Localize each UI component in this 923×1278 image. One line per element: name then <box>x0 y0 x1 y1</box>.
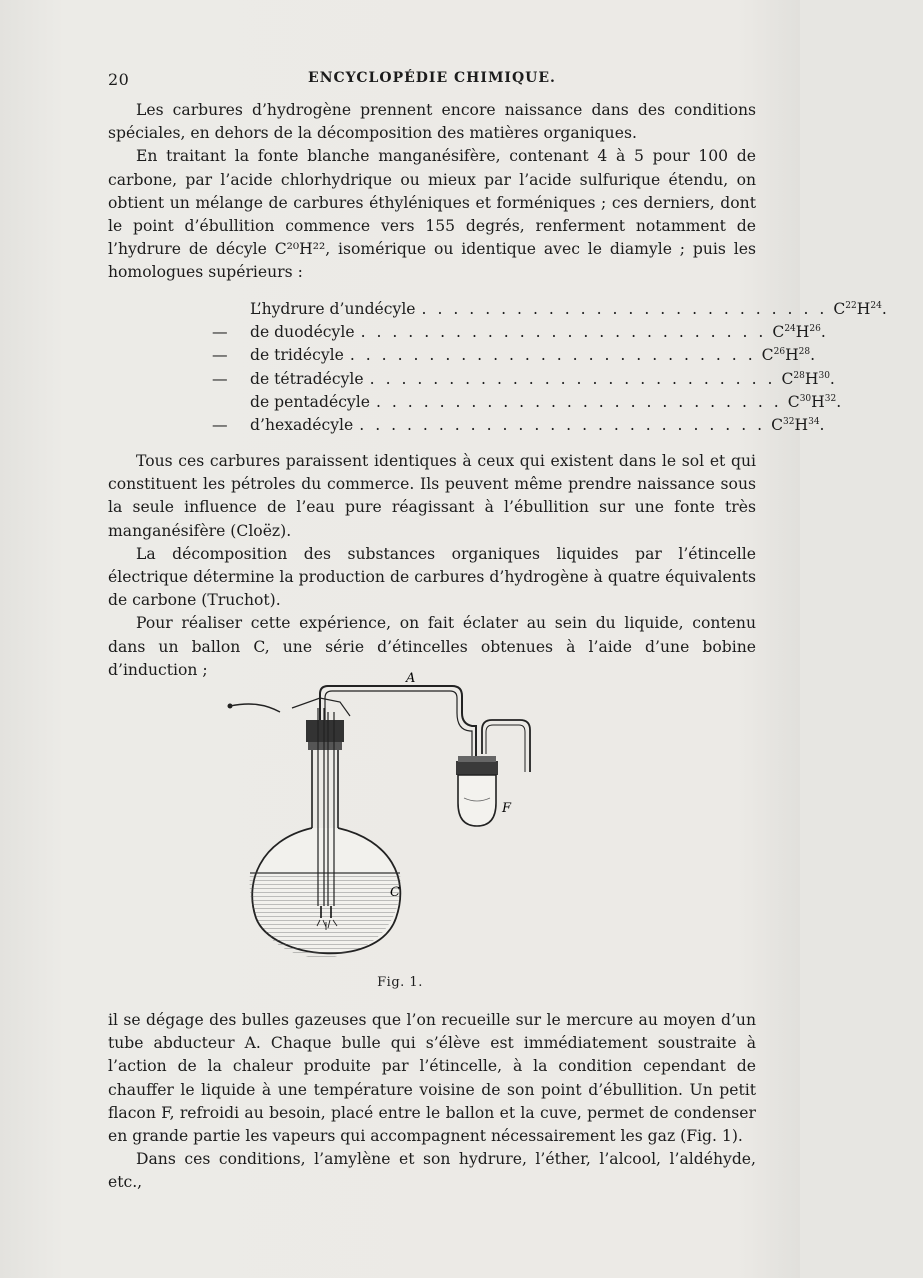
apparatus-figure <box>220 668 580 973</box>
wire-left <box>230 704 280 712</box>
leader-dots: . . . . . . . . . . . . . . . . . . . . . . . . . . <box>349 346 756 365</box>
compound-row <box>212 298 887 321</box>
compound-formula: $C^{30}H^{32}$. <box>787 392 842 411</box>
compound-name: de tridécyle <box>250 346 344 365</box>
ditto-mark: — <box>212 415 228 434</box>
compound-formula: $C^{22}H^{24}$. <box>833 300 887 318</box>
compound-formula: $C^{32}H^{34}$. <box>771 415 825 434</box>
leader-dots: . . . . . . . . . . . . . . . . . . . . . . . . . . <box>375 392 782 411</box>
text-block-top <box>108 99 756 285</box>
leader-dots: . . . . . . . . . . . . . . . . . . . . . . . . . . <box>360 323 767 342</box>
compound-row <box>212 321 826 344</box>
text-block-bottom <box>108 1009 756 1195</box>
compound-row <box>212 368 835 391</box>
hydrogen-count: 26 <box>809 324 821 335</box>
paragraph: En traitant la fonte blanche manganésifère, contenant 4 à 5 pour 100 de carbone, par l’acide chlorhydrique ou mieux par l’acide sulfurique étendu, on obtient un mélange de carbures éthyléniques et forméniques ; ces derniers, dont le point d’ébullition commence vers 155 degrés, renferment notamment de l’hydrure de décyle C²⁰H²², isomérique ou identique avec le diamyle ; puis les homologues supérieurs : <box>108 147 756 282</box>
compound-formula: $C^{26}H^{28}$. <box>761 346 816 365</box>
carbon-count: 26 <box>773 347 786 358</box>
hydrogen-count: 28 <box>798 347 811 358</box>
liquid <box>250 873 401 958</box>
figure-caption: Fig. 1. <box>377 975 423 990</box>
compound-name: de tétradécyle <box>250 369 364 388</box>
paragraph: Pour réaliser cette expérience, on fait éclater au sein du liquide, contenu dans un ballon C, une série d’étincelles obtenues à l’aide d’une bobine d’induction ; <box>108 614 756 679</box>
hydrogen-count: 24 <box>870 301 882 311</box>
carbon-count: 22 <box>845 301 857 311</box>
compound-name: L’hydrure d’undécyle <box>250 300 416 318</box>
carbon-count: 32 <box>783 416 795 427</box>
running-title: ENCYCLOPÉDIE CHIMIQUE. <box>308 70 556 86</box>
flask-f-stopper <box>456 761 498 775</box>
ditto-mark: — <box>212 369 228 388</box>
compound-list <box>212 298 887 437</box>
compound-name: de pentadécyle <box>250 392 370 411</box>
leader-dots: . . . . . . . . . . . . . . . . . . . . . . . . . . <box>369 369 776 388</box>
compound-name: d’hexadécyle <box>250 415 354 434</box>
ditto-mark: — <box>212 323 228 342</box>
hydrogen-count: 30 <box>818 370 830 381</box>
compound-formula: $C^{28}H^{30}$. <box>781 369 835 388</box>
paragraph: Dans ces conditions, l’amylène et son hydrure, l’éther, l’alcool, l’aldéhyde, etc., <box>108 1150 756 1192</box>
compound-name: de duodécyle <box>250 323 355 342</box>
carbon-count: 30 <box>799 393 812 404</box>
compound-formula: $C^{24}H^{26}$. <box>772 323 826 342</box>
carbon-count: 24 <box>784 324 796 335</box>
flask-f <box>458 775 496 826</box>
hydrogen-count: 34 <box>808 416 820 427</box>
page-header <box>108 70 756 92</box>
compound-row <box>212 391 842 414</box>
leader-dots: . . . . . . . . . . . . . . . . . . . . . . . . . . <box>359 415 766 434</box>
ditto-mark: — <box>212 346 228 365</box>
label-f: F <box>502 801 512 816</box>
paragraph: il se dégage des bulles gazeuses que l’on recueille sur le mercure au moyen d’un tube abducteur A. Chaque bulle qui s’élève est immédiatement soustraite à l’action de la chaleur produite par l’étincelle, à la condition cependant de chauffer le liquide à une température voisine de son point d’ébullition. Un petit flacon F, refroidi au besoin, placé entre le ballon et la cuve, permet de condenser en grande partie les vapeurs qui accompagnent nécessairement les gaz (Fig. 1). <box>108 1011 756 1146</box>
apparatus-illustration <box>220 668 580 973</box>
compound-row <box>212 414 825 437</box>
wire-terminal <box>228 704 233 709</box>
paragraph: La décomposition des substances organiques liquides par l’étincelle électrique détermine la production de carbures d’hydrogène à quatre équivalents de carbone (Truchot). <box>108 544 756 610</box>
paragraph: Les carbures d’hydrogène prennent encore naissance dans des conditions spéciales, en dehors de la décomposition des matières organiques. <box>108 101 756 143</box>
text-block-middle <box>108 450 756 682</box>
paragraph: Tous ces carbures paraissent identiques à ceux qui existent dans le sol et qui constituent les pétroles du commerce. Ils peuvent même prendre naissance sous la seule influence de l’eau pure réagissant à l’ébullition sur une fonte très manganésifère (Cloëz). <box>108 452 756 540</box>
page-number: 20 <box>108 70 130 89</box>
label-a: A <box>406 671 416 686</box>
leader-dots: . . . . . . . . . . . . . . . . . . . . . . . . . . <box>421 300 828 318</box>
label-c: C <box>390 885 400 900</box>
hydrogen-count: 32 <box>824 393 837 404</box>
flask-c-stopper <box>306 720 344 742</box>
carbon-count: 28 <box>793 370 805 381</box>
compound-row <box>212 344 816 367</box>
